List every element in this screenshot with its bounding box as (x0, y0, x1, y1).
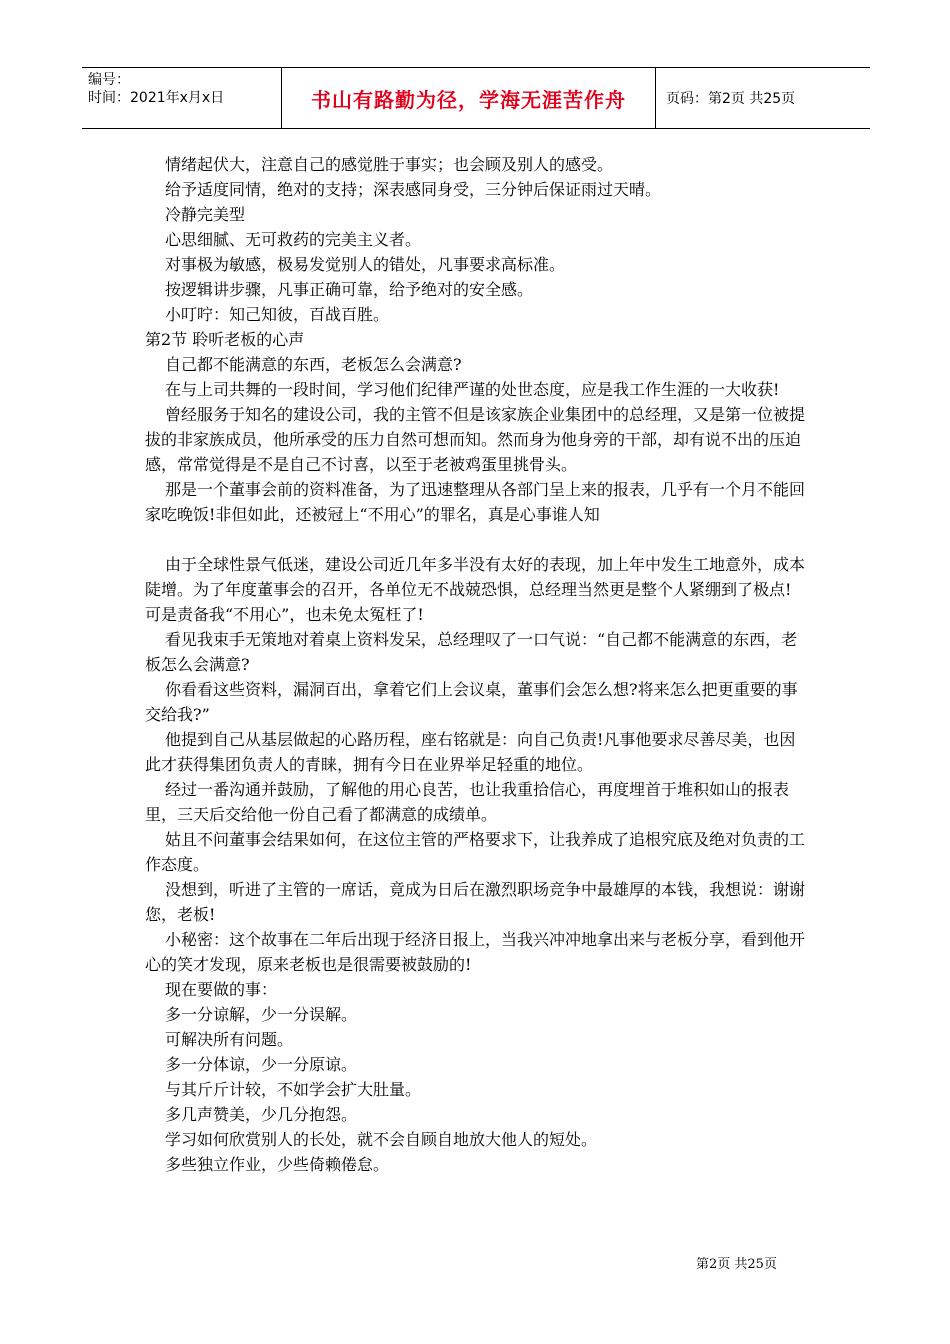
paragraph: 姑且不问董事会结果如何，在这位主管的严格要求下，让我养成了追根究底及绝对负责的工作态度。 (145, 830, 806, 874)
document-date-label: 时间：2021年x月x日 (88, 90, 225, 106)
paragraph: 看见我束手无策地对着桌上资料发呆，总经理叹了一口气说：“自己都不能满意的东西，老板怎么会满意? (145, 630, 798, 674)
section-heading: 第2节 聆听老板的心声 (145, 330, 305, 349)
paragraph: 给予适度同情，绝对的支持；深表感同身受，三分钟后保证雨过天晴。 (165, 180, 662, 199)
header-motto: 书山有路勤为径，学海无涯苦作舟 (282, 68, 656, 128)
paragraph: 那是一个董事会前的资料准备，为了迅速整理从各部门呈上来的报表，几乎有一个月不能回家吃晚饭!非但如此，还被冠上“不用心”的罪名，真是心事谁人知 (145, 480, 806, 524)
document-number-label: 编号： (88, 72, 130, 88)
paragraph: 对事极为敏感，极易发觉别人的错处，凡事要求高标准。 (165, 255, 566, 274)
paragraph: 情绪起伏大，注意自己的感觉胜于事实；也会顾及别人的感受。 (165, 155, 614, 174)
paragraph: 学习如何欣赏别人的长处，就不会自顾自地放大他人的短处。 (165, 1130, 598, 1149)
paragraph: 经过一番沟通并鼓励，了解他的用心良苦，也让我重拾信心，再度埋首于堆积如山的报表里，三天后交给他一份自己看了都满意的成绩单。 (145, 780, 790, 824)
paragraph: 与其斤斤计较，不如学会扩大肚量。 (165, 1080, 422, 1099)
paragraph: 冷静完美型 (165, 205, 246, 224)
paragraph: 没想到，听进了主管的一席话，竟成为日后在激烈职场竞争中最雄厚的本钱，我想说：谢谢您，老板! (145, 880, 806, 924)
paragraph: 心思细腻、无可救药的完美主义者。 (165, 230, 422, 249)
paragraph: 多一分谅解，少一分误解。 (165, 1005, 358, 1024)
page-header (82, 67, 870, 129)
paragraph: 小叮咛：知己知彼，百战百胜。 (165, 305, 390, 324)
blank-line (145, 527, 805, 552)
paragraph: 由于全球性景气低迷，建设公司近几年多半没有太好的表现，加上年中发生工地意外，成本陡增。为了年度董事会的召开，各单位无不战兢恐惧，总经理当然更是整个人紧绷到了极点!可是责备我“不用心”，也未免太冤枉了! (145, 555, 806, 624)
paragraph: 按逻辑讲步骤，凡事正确可靠，给予绝对的安全感。 (165, 280, 534, 299)
paragraph: 曾经服务于知名的建设公司，我的主管不但是该家族企业集团中的总经理，又是第一位被提拔的非家族成员，他所承受的压力自然可想而知。然而身为他身旁的干部，却有说不出的压迫感，常常觉得是不是自己不讨喜，以至于老被鸡蛋里挑骨头。 (145, 405, 806, 474)
paragraph: 你看看这些资料，漏洞百出，拿着它们上会议桌，董事们会怎么想?将来怎么把更重要的事交给我?” (145, 680, 798, 724)
document-body (145, 152, 805, 1177)
paragraph: 在与上司共舞的一段时间，学习他们纪律严谨的处世态度，应是我工作生涯的一大收获! (165, 380, 780, 399)
paragraph: 现在要做的事： (165, 980, 278, 999)
paragraph: 多些独立作业，少些倚赖倦怠。 (165, 1155, 390, 1174)
header-meta (82, 68, 282, 128)
paragraph: 小秘密：这个故事在二年后出现于经济日报上，当我兴冲冲地拿出来与老板分享，看到他开心的笑才发现，原来老板也是很需要被鼓励的! (145, 930, 806, 974)
header-page-number: 页码：第2页 共25页 (666, 91, 796, 107)
paragraph: 他提到自己从基层做起的心路历程，座右铭就是：向自己负责!凡事他要求尽善尽美，也因此才获得集团负责人的青睐，拥有今日在业界举足轻重的地位。 (145, 730, 796, 774)
paragraph: 可解决所有问题。 (165, 1030, 294, 1049)
page-footer: 第2页 共25页 (696, 1257, 777, 1272)
paragraph: 多几声赞美，少几分抱怨。 (165, 1105, 358, 1124)
paragraph: 自己都不能满意的东西，老板怎么会满意? (165, 355, 462, 374)
paragraph: 多一分体谅，少一分原谅。 (165, 1055, 358, 1074)
